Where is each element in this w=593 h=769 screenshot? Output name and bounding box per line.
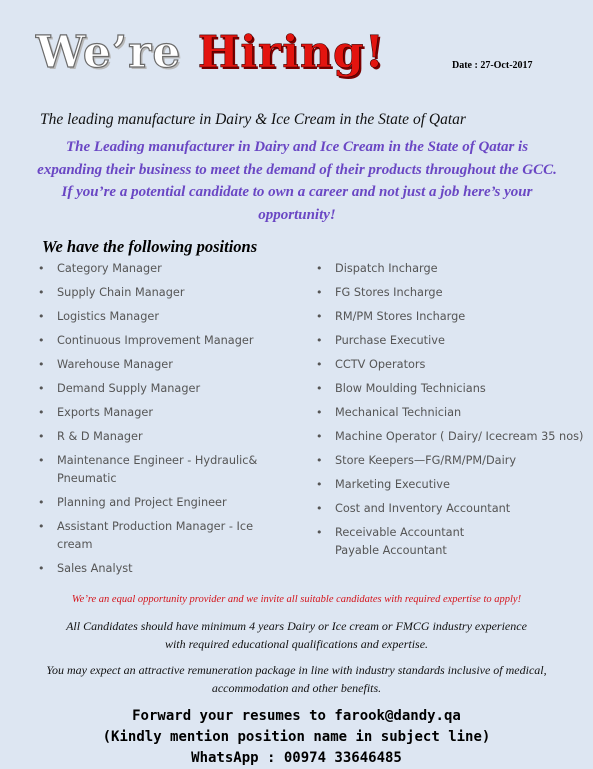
resume-email-line: Forward your resumes to farook@dandy.qa bbox=[132, 708, 461, 724]
requirements-text: All Candidates should have minimum 4 years Dairy or Ice cream or FMCG industry experience with required educational qualifications and expertise. bbox=[66, 619, 527, 651]
list-item: • Mechanical Technician bbox=[316, 404, 584, 422]
list-item: • Dispatch Incharge bbox=[316, 260, 584, 278]
posting-date: Date : 27-Oct-2017 bbox=[452, 60, 533, 71]
list-item: • CCTV Operators bbox=[316, 356, 584, 374]
positions-list-right bbox=[316, 260, 584, 566]
list-item: • Planning and Project Engineer bbox=[38, 494, 288, 512]
list-item: • Category Manager bbox=[38, 260, 288, 278]
list-item: • Purchase Executive bbox=[316, 332, 584, 350]
list-item: • Exports Manager bbox=[38, 404, 288, 422]
list-item: • RM/PM Stores Incharge bbox=[316, 308, 584, 326]
remuneration-text: You may expect an attractive remuneration package in line with industry standards inclusive of medical, accommodation and other benefits. bbox=[46, 663, 547, 695]
tagline: The leading manufacture in Dairy & Ice Cream in the State of Qatar bbox=[40, 111, 466, 128]
headline-were: We’re bbox=[36, 27, 198, 78]
list-item: • Logistics Manager bbox=[38, 308, 288, 326]
list-item: • Store Keepers—FG/RM/PM/Dairy bbox=[316, 452, 584, 470]
subject-line-note: (Kindly mention position name in subject line) bbox=[102, 729, 491, 745]
list-item: • Marketing Executive bbox=[316, 476, 584, 494]
whatsapp-line: WhatsApp : 00974 33646485 bbox=[191, 750, 402, 766]
list-item: • Assistant Production Manager - Ice cream bbox=[38, 518, 288, 554]
list-item: • Warehouse Manager bbox=[38, 356, 288, 374]
list-item: • Supply Chain Manager bbox=[38, 284, 288, 302]
list-item: • Blow Moulding Technicians bbox=[316, 380, 584, 398]
list-item: • Sales Analyst bbox=[38, 560, 288, 578]
list-item: • Machine Operator ( Dairy/ Icecream 35 nos) bbox=[316, 428, 584, 446]
positions-heading: We have the following positions bbox=[42, 237, 258, 256]
list-item: • R & D Manager bbox=[38, 428, 288, 446]
list-item: • Continuous Improvement Manager bbox=[38, 332, 288, 350]
positions-list-left bbox=[38, 260, 288, 584]
intro-paragraph: The Leading manufacturer in Dairy and Ice Cream in the State of Qatar is expanding their business to meet the demand of their products throughout the GCC. If you’re a potential candidate to own a career and not just a job here’s your opportunity! bbox=[37, 139, 557, 223]
contact-block bbox=[0, 706, 593, 769]
list-item: • Receivable Accountant bbox=[316, 524, 584, 542]
list-item: • Maintenance Engineer - Hydraulic& Pneumatic bbox=[38, 452, 288, 488]
headline-hiring: Hiring! bbox=[197, 27, 385, 78]
headline bbox=[36, 28, 385, 78]
list-item: • Cost and Inventory Accountant bbox=[316, 500, 584, 518]
equal-opportunity-note: We’re an equal opportunity provider and we invite all suitable candidates with required expertise to apply! bbox=[71, 594, 522, 605]
list-item: Payable Accountant bbox=[335, 544, 447, 557]
list-item: • Demand Supply Manager bbox=[38, 380, 288, 398]
list-item: • FG Stores Incharge bbox=[316, 284, 584, 302]
